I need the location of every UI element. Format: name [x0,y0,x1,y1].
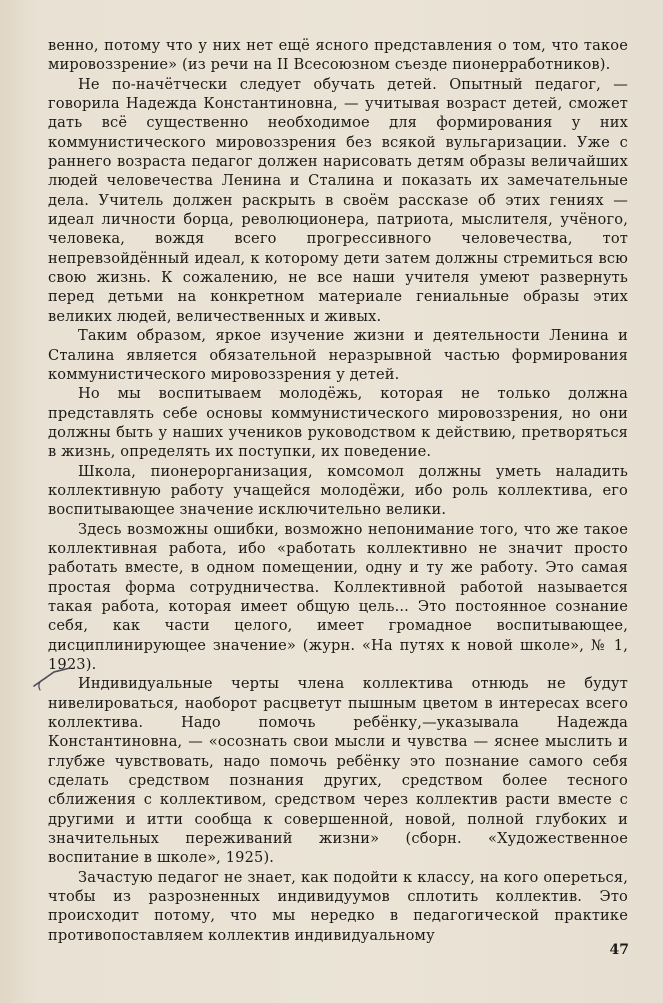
paragraph-1: венно, потому что у них нет ещё ясного представления о том, что такое мировоззрение» (из речи на II Всесоюзном съезде пионерработников). [48,37,628,74]
paragraph-5: Школа, пионерорганизация, комсомол должны уметь наладить коллективную работу учащейся молодёжи, ибо роль коллектива, его воспитывающее значение исключительно велики. [48,462,628,519]
pencil-margin-mark-icon [30,660,76,694]
paragraph-8: Зачастую педагог не знает, как подойти к классу, на кого опереться, чтобы из разрозненных индивидуумов сплотить коллектив. Это происходит потому, что мы нередко в педагогической практике противопоставляем коллектив индивидуальному [48,868,628,944]
paragraph-6: Здесь возможны ошибки, возможно непонимание того, что же такое коллективная работа, ибо «работать коллективно не значит просто работать вместе, в одном помещении, одну и ту же работу. Это самая простая форма сотрудничества. Коллективной работой называется такая работа, которая имеет общую цель... Это постоянное сознание себя, как части целого, имеет громадное воспитывающее, дисциплинирующее значение» (журн. «На путях к новой школе», № 1, 1923). [48,520,628,673]
paragraph-4: Но мы воспитываем молодёжь, которая не только должна представлять себе основы коммунистического мировоззрения, но они должны быть у наших учеников руководством к действию, претворяться в жизнь, определять их поступки, их поведение. [48,385,628,461]
page-number: 47 [609,942,629,958]
paragraph-7: Индивидуальные черты члена коллектива отнюдь не будут нивелироваться, наоборот расцветут пышным цветом в интересах всего коллектива. Надо помочь ребёнку,—указывала Надежда Константиновна, — «осознать свои мысли и чувства — яснее мыслить и глубже чувствовать, надо помочь ребёнку это познание самого себя сделать средством познания других, средством более тесного сближения с коллективом, средством через коллектив расти вместе с другими и итти сообща к совершенной, новой, полной глубоких и значительных переживаний жизни» (сборн. «Художественное воспитание в школе», 1925). [48,675,628,867]
text-column [48,36,628,945]
paragraph-2: Не по-начётчески следует обучать детей. Опытный педагог, — говорила Надежда Константиновна, — учитывая возраст детей, сможет дать всё существенно необходимое для формирования у них коммунистического мировоззрения без всякой вульгаризации. Уже с раннего возраста педагог должен нарисовать детям образы величайших людей человечества Ленина и Сталина и показать их замечательные дела. Учитель должен раскрыть в своём рассказе об этих гениях — идеал личности борца, революционера, патриота, мыслителя, учёного, человека, вождя всего прогрессивного человечества, тот непревзойдённый идеал, к которому дети затем должны стремиться всю свою жизнь. К сожалению, не все наши учителя умеют развернуть перед детьми на конкретном материале гениальные образы этих великих людей, величественных и живых. [48,75,628,325]
paragraph-3: Таким образом, яркое изучение жизни и деятельности Ленина и Сталина является обязательной неразрывной частью формирования коммунистического мировоззрения у детей. [48,327,628,383]
